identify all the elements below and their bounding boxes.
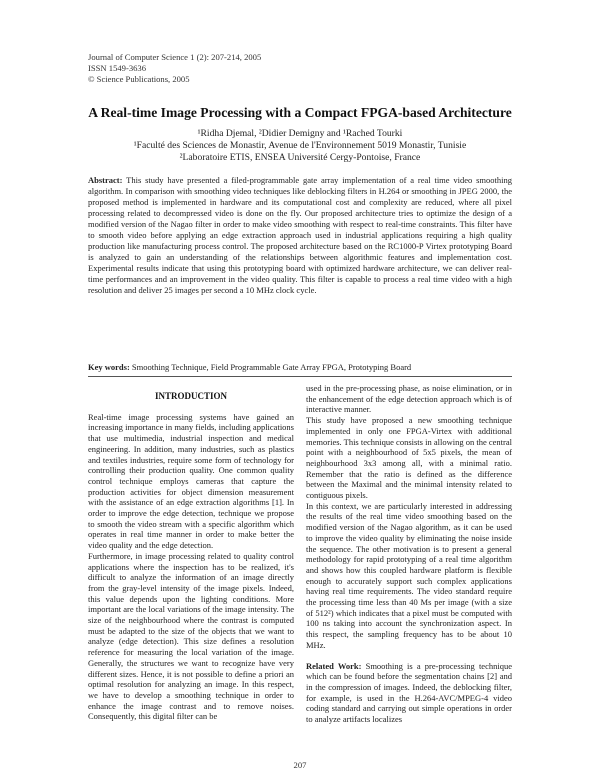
related-work-paragraph (306, 661, 512, 725)
journal-copyright: © Science Publications, 2005 (88, 74, 190, 85)
related-work-text: Smoothing is a pre-processing technique which can be found before the segmentation chains [2] and in the compression of images. Indeed, the deblocking filter, for example, is used in the H.264-AVC/MPEG-4 video coding standard and carrying out simple operations in order to analyze artifacts localizes (306, 660, 512, 725)
related-work-label: Related Work: (306, 660, 362, 671)
keywords (88, 362, 512, 373)
keywords-text: Smoothing Technique, Field Programmable Gate Array FPGA, Prototyping Board (131, 362, 412, 372)
paper-title: A Real-time Image Processing with a Compact FPGA-based Architecture (88, 105, 512, 120)
right-column (306, 383, 512, 725)
divider-rule (88, 376, 512, 377)
page-number: 207 (293, 760, 307, 770)
intro-paragraph-4: This study have proposed a new smoothing technique implemented in only one FPGA-Virtex with additional memories. This technique consists in allowing on the central point with a neighbourhood of 5x5 pixels, the mean of neighbourhood 3x3 among all, with a minimal ratio. Remember that the ratio is defined as the difference between the Maximal and the minimal intensity related to contiguous pixels. (306, 415, 512, 501)
intro-paragraph-3: used in the pre-processing phase, as noise elimination, or in the enhancement of the edge detection approach which is of interactive manner. (306, 383, 512, 415)
abstract-label: Abstract: (88, 175, 123, 185)
intro-paragraph-2: Furthermore, in image processing related to quality control applications where the inspection has to be realized, it's difficult to analyze the information of an image directly from the gray-level intensity of the image pixels. Indeed, this value depends upon the lighting conditions. More important are the local variations of the image intensity. The size of the neighbourhood where the contrast is computed must be adapted to the size of the objects that we want to analyze (edge detection). This size defines a resolution reference for measuring the local variation of the image. Generally, the structures we want to recognize have very different sizes. Hence, it is not possible to define a priori an optimal resolution for analyzing an image. In this respect, we have to develop a smoothing technique in order to enhance the image contrast and to remove noises. Consequently, this digital filter can be (88, 550, 294, 722)
left-column (88, 391, 294, 722)
journal-header (88, 52, 261, 86)
intro-paragraph-5: In this context, we are particularly interested in addressing the results of the real time video smoothing based on the modified version of the Nagao algorithm, as it can be used to improve the video quality by eliminating the noise inside the sequence. The other motivation is to present a general methodology for rapid prototyping of a real time algorithm and shows how this coupled hardware platform is flexible enough to accurately support such complex applications having real time requirements. The video standard require the processing time less than 40 Ms per image (with a size of 512²) which indicates that a pixel must be computed with 100 ns taking into account the synchronization aspect. In this respect, the sampling frequency has to be about 10 MHz. (306, 500, 512, 650)
author-names: ¹Ridha Djemal, ²Didier Demigny and ¹Rached Tourki (197, 128, 403, 139)
abstract (88, 175, 512, 297)
paragraph-gap (306, 651, 512, 661)
journal-citation: Journal of Computer Science 1 (2): 207-214, 2005 (88, 52, 262, 62)
affiliation-1: ¹Faculté des Sciences de Monastir, Avenue de l'Environnement 5019 Monastir, Tunisie (133, 140, 467, 151)
keywords-label: Key words: (88, 362, 130, 372)
abstract-text: This study have presented a filed-programmable gate array implementation of a real time video smoothing algorithm. In comparison with smoothing video techniques like deblocking filters in H.264 or smoothing in JPEG 2000, the proposed method is implemented in hardware and its computational cost and complexity are reduced, where all pixel processing related to decompressed video is done on the fly. Our proposed architecture tries to optimize the design of a modified version of the Nagao filter in order to make video smoothing with respect to real-time constraints. This filter have to smooth video before applying an edge extraction approach used in industrial applications requiring a high quality production like manufacturing process control. The proposed architecture based on the RC1000-P Virtex prototyping Board is analyzed to gain an understanding of the relationships between algorithmic features and implementation cost. Experimental results indicate that using this prototyping board with optimized hardware architecture, we can deliver real-time performances and an improvement in the video quality. This filter is capable to process a real time video with a high resolution and deliver 25 images per second a 10 MHz clock cycle. (88, 175, 512, 296)
section-heading-introduction: INTRODUCTION (154, 391, 227, 401)
affiliation-2: ²Laboratoire ETIS, ENSEA Université Cergy-Pontoise, France (179, 152, 421, 163)
journal-issn: ISSN 1549-3636 (88, 63, 147, 74)
intro-paragraph-1: Real-time image processing systems have gained an increasing importance in many fields, including applications that use multimedia, industrial inspection and medical engineering. In addition, many industries, such as plastics and textiles industries, require some form of technology for controlling their production quality. One common quality control technique employs cameras that capture the production activities for object dimension measurement with the assistance of an edge extraction algorithms [1]. In order to improve the edge detection, technique we propose to smooth the video stream with a specific algorithm which operates in real time manner in order to make better the video quality and the edge detection. (88, 411, 294, 551)
author-block (0, 128, 600, 164)
